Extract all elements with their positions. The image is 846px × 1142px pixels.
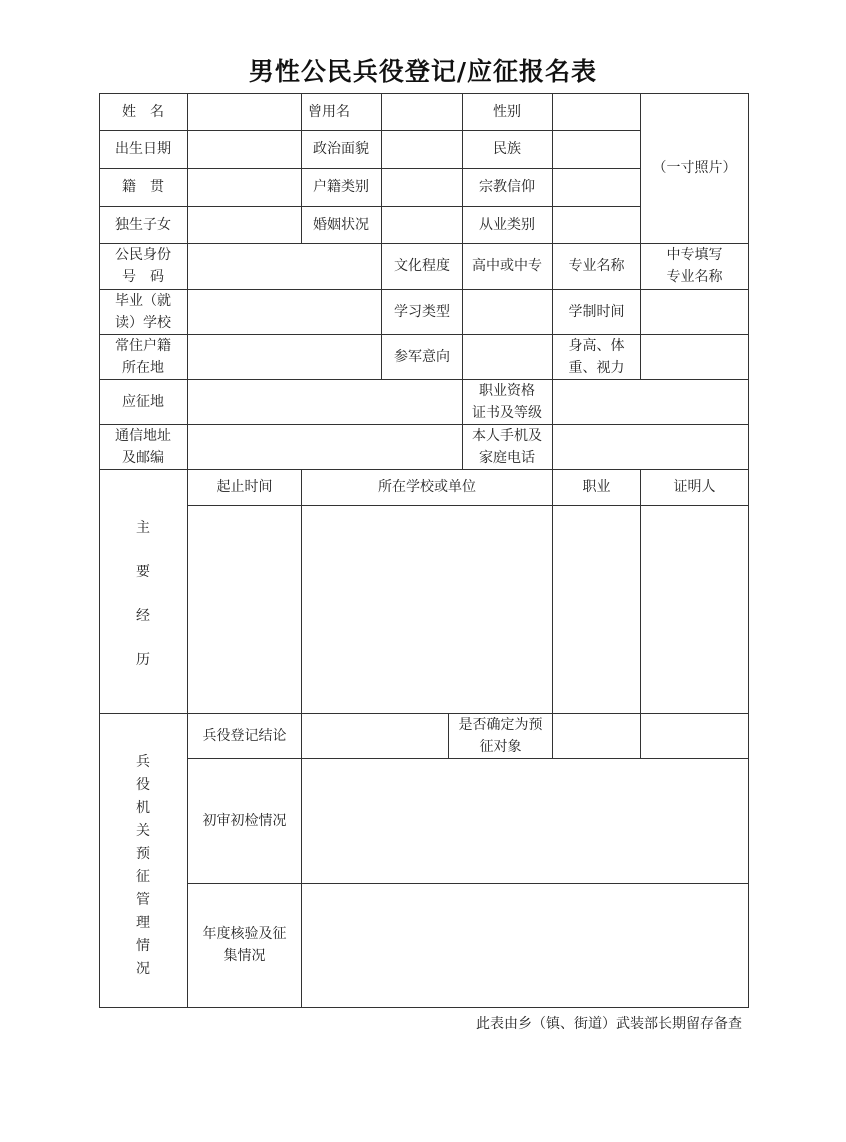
- label-annual-check: [188, 883, 301, 1007]
- label-line: 重、视力: [568, 359, 625, 376]
- field-native-place[interactable]: [188, 168, 301, 206]
- field-political-status[interactable]: [382, 130, 462, 168]
- label-registration-conclusion: 兵役登记结论: [202, 727, 287, 744]
- vertical-char: 情: [136, 938, 150, 954]
- label-only-child: 独生子女: [115, 216, 171, 233]
- label-high-school-or-vocational: 高中或中专: [472, 258, 542, 274]
- field-registration-conclusion[interactable]: [302, 713, 448, 758]
- field-enlistment-place[interactable]: [188, 379, 462, 424]
- field-occupation-type[interactable]: [553, 206, 640, 243]
- vertical-char: 经: [136, 608, 150, 624]
- vertical-char: 理: [136, 915, 150, 931]
- form-title: 男性公民兵役登记/应征报名表: [248, 57, 598, 86]
- grid-line: [748, 93, 749, 1008]
- vertical-char: 兵: [136, 754, 150, 770]
- label-household-type: 户籍类别: [313, 179, 369, 195]
- label-line: 号 码: [122, 269, 164, 285]
- label-line: 所在地: [122, 359, 164, 376]
- field-experience-unit[interactable]: [302, 506, 552, 713]
- label-line: 及邮编: [122, 449, 164, 466]
- label-line: 职业资格: [479, 382, 535, 399]
- label-physique: [553, 334, 640, 379]
- vertical-char: 管: [136, 892, 150, 908]
- field-experience-position[interactable]: [553, 506, 640, 713]
- label-marital-status: 婚姻状况: [313, 216, 369, 233]
- vertical-char: 关: [136, 823, 150, 839]
- label-residence: [99, 334, 187, 379]
- vertical-char: 征: [136, 869, 150, 885]
- field-initial-review[interactable]: [302, 759, 748, 883]
- label-study-type: 学习类型: [394, 303, 450, 320]
- photo-placeholder[interactable]: （一寸照片）: [652, 160, 737, 176]
- label-occupation-type: 从业类别: [479, 216, 535, 233]
- vertical-char: 况: [136, 961, 150, 977]
- label-line: 通信地址: [115, 427, 171, 444]
- label-native-place: 籍 贯: [122, 179, 164, 195]
- header-school-or-unit: 所在学校或单位: [378, 479, 476, 495]
- label-certificate: [462, 379, 552, 424]
- label-line: 常住户籍: [115, 337, 171, 354]
- vertical-char: 预: [136, 846, 150, 862]
- grid-line: [99, 1007, 749, 1008]
- label-line: 身高、体: [568, 337, 625, 354]
- label-line: 中专填写: [666, 247, 723, 263]
- field-ethnicity[interactable]: [553, 130, 640, 168]
- field-birth-date[interactable]: [188, 130, 301, 168]
- label-line: 是否确定为预: [458, 716, 543, 733]
- field-marital-status[interactable]: [382, 206, 462, 243]
- field-certificate[interactable]: [553, 379, 748, 424]
- field-physique[interactable]: [641, 334, 748, 379]
- field-name[interactable]: [188, 93, 301, 130]
- field-candidate-a[interactable]: [553, 713, 640, 758]
- label-enlistment-intention: 参军意向: [394, 348, 450, 365]
- label-line: 本人手机及: [472, 427, 542, 444]
- field-annual-check[interactable]: [302, 884, 748, 1007]
- label-id-number: [99, 243, 187, 289]
- label-line: 专业名称: [666, 269, 723, 285]
- label-line: 集情况: [223, 948, 266, 964]
- label-program-length: 学制时间: [568, 303, 625, 320]
- field-only-child[interactable]: [188, 206, 301, 243]
- header-witness: 证明人: [673, 479, 716, 495]
- label-gender: 性别: [493, 103, 521, 120]
- field-program-length[interactable]: [641, 289, 748, 334]
- label-school: [99, 289, 187, 334]
- field-religion[interactable]: [553, 168, 640, 206]
- field-experience-period[interactable]: [188, 506, 301, 713]
- label-birth-date: 出生日期: [115, 141, 171, 157]
- vertical-char: 机: [136, 800, 150, 816]
- field-residence[interactable]: [188, 334, 381, 379]
- label-line: 毕业（就: [115, 292, 171, 309]
- field-former-name[interactable]: [382, 93, 462, 130]
- label-line: 家庭电话: [479, 449, 535, 466]
- field-gender[interactable]: [553, 93, 640, 130]
- field-address[interactable]: [188, 424, 462, 469]
- field-candidate-b[interactable]: [641, 713, 748, 758]
- label-major-name: 专业名称: [568, 258, 625, 274]
- header-position: 职业: [582, 479, 611, 495]
- label-candidate: [449, 713, 552, 758]
- label-line: 公民身份: [115, 247, 171, 263]
- label-enlistment-place: 应征地: [122, 393, 164, 410]
- field-id-number[interactable]: [188, 243, 381, 289]
- label-initial-review: 初审初检情况: [202, 812, 287, 829]
- vertical-char: 主: [136, 520, 150, 536]
- label-management: [99, 713, 187, 1007]
- field-phone[interactable]: [553, 424, 748, 469]
- header-period: 起止时间: [216, 479, 273, 495]
- label-line: 征对象: [479, 738, 522, 755]
- label-former-name: 曾用名: [308, 103, 350, 120]
- label-vocational-major: [641, 243, 748, 289]
- vertical-char: 要: [136, 564, 150, 580]
- label-education-level: 文化程度: [394, 258, 450, 274]
- field-study-type[interactable]: [463, 289, 552, 334]
- field-household-type[interactable]: [382, 168, 462, 206]
- label-ethnicity: 民族: [493, 141, 521, 157]
- vertical-char: 役: [136, 777, 150, 793]
- label-main-experience: [99, 469, 187, 713]
- field-experience-witness[interactable]: [641, 506, 748, 713]
- field-enlistment-intention[interactable]: [463, 334, 552, 379]
- label-political-status: 政治面貌: [313, 141, 369, 157]
- footer-note: 此表由乡（镇、街道）武装部长期留存备查: [476, 1016, 742, 1032]
- label-address: [99, 424, 187, 469]
- label-line: 读）学校: [115, 314, 171, 331]
- label-line: 证书及等级: [472, 404, 542, 421]
- label-line: 年度核验及征: [202, 926, 287, 942]
- vertical-char: 历: [136, 652, 150, 668]
- field-school[interactable]: [188, 289, 381, 334]
- label-name: 姓 名: [122, 103, 164, 120]
- label-phone: [462, 424, 552, 469]
- label-religion: 宗教信仰: [479, 179, 535, 195]
